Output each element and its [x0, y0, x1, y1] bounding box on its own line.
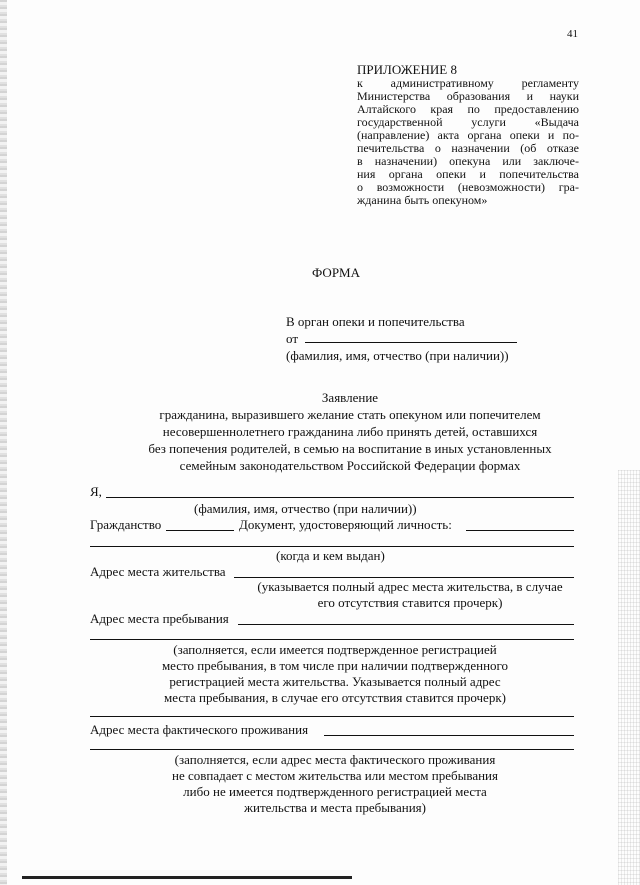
residence-address-field[interactable] — [234, 577, 574, 578]
residence-hint — [240, 579, 580, 611]
statement-line: несовершеннолетнего гражданина либо принять детей, оставшихся — [162, 424, 538, 439]
separator-line[interactable] — [90, 716, 574, 717]
document-details-field[interactable] — [90, 546, 574, 547]
stay-address-field[interactable] — [238, 624, 574, 625]
appendix-line: Алтайского края по предоставлению — [357, 102, 579, 116]
page-number: 41 — [567, 28, 578, 40]
statement-line: семейным законодательством Российской Федерации формах — [179, 458, 521, 473]
actual-residence-field-line2[interactable] — [90, 749, 574, 750]
scan-bottom-mark — [22, 876, 352, 879]
appendix-line: (направление) акта органа опеки и по- — [357, 128, 579, 142]
addressee-from-row — [286, 330, 517, 347]
actual-residence-field[interactable] — [324, 735, 574, 736]
form-label: ФОРМА — [312, 265, 360, 280]
stay-hint-line: место пребывания, в том числе при наличии подтвержденного — [161, 658, 509, 673]
actual-hint-line: жительства и места пребывания) — [244, 800, 426, 815]
document-label: Документ, удостоверяющий личность: — [239, 517, 452, 532]
from-name-hint: (фамилия, имя, отчество (при наличии)) — [286, 348, 509, 363]
stay-hint-line: регистрацией места жительства. Указывается полный адрес — [169, 674, 501, 689]
i-label: Я, — [90, 484, 102, 499]
appendix-title: ПРИЛОЖЕНИЕ 8 — [357, 62, 457, 77]
stay-label: Адрес места пребывания — [90, 611, 229, 626]
residence-label: Адрес места жительства — [90, 564, 226, 579]
statement-line: гражданина, выразившего желание стать опекуном или попечителем — [159, 407, 541, 422]
stay-hint — [120, 642, 550, 706]
stay-hint-line: (заполняется, если имеется подтвержденное регистрацией — [173, 642, 497, 657]
actual-hint-line: либо не имеется подтвержденного регистрацией места — [183, 784, 487, 799]
citizenship-label: Гражданство — [90, 517, 162, 532]
appendix-header — [357, 63, 579, 207]
stay-hint-line: места пребывания, в случае его отсутствия ставится прочерк) — [164, 690, 506, 705]
appendix-line: жданина быть опекуном» — [357, 193, 488, 207]
statement-title: Заявление — [321, 390, 379, 405]
statement-line: без попечения родителей, в семью на воспитание в иных установленных — [148, 441, 552, 456]
appendix-line: ния органа опеки и попечительства — [357, 167, 579, 181]
document-field[interactable] — [466, 530, 574, 531]
scan-edge-right — [618, 470, 640, 885]
citizenship-field[interactable] — [166, 530, 234, 531]
appendix-line: к административному регламенту — [357, 76, 579, 90]
addressee-organ: В орган опеки и попечительства — [286, 314, 465, 329]
scan-edge-left — [0, 0, 7, 885]
appendix-line: о возможности (невозможности) гра- — [357, 180, 579, 194]
residence-hint-line: (указывается полный адрес места жительства, в случае — [257, 579, 563, 594]
applicant-name-hint: (фамилия, имя, отчество (при наличии)) — [194, 501, 417, 516]
from-label: от — [286, 331, 299, 346]
stay-address-field-line2[interactable] — [90, 639, 574, 640]
actual-hint-line: (заполняется, если адрес места фактического проживания — [174, 752, 496, 767]
from-name-field[interactable] — [305, 331, 517, 343]
appendix-line: государственной услуги «Выдача — [357, 115, 579, 129]
statement-heading — [70, 389, 630, 474]
appendix-line: печительства о назначении (об отказе — [357, 141, 579, 155]
actual-residence-hint — [120, 752, 550, 816]
actual-residence-label: Адрес места фактического проживания — [90, 722, 309, 737]
appendix-line: в назначении) опекуна или заключе- — [357, 154, 579, 168]
actual-hint-line: не совпадает с местом жительства или местом пребывания — [172, 768, 498, 783]
applicant-name-field[interactable] — [106, 497, 574, 498]
residence-hint-line: его отсутствия ставится прочерк) — [317, 595, 503, 610]
addressee-block — [286, 313, 517, 364]
appendix-line: Министерства образования и науки — [357, 89, 579, 103]
document-issued-hint: (когда и кем выдан) — [276, 548, 385, 563]
